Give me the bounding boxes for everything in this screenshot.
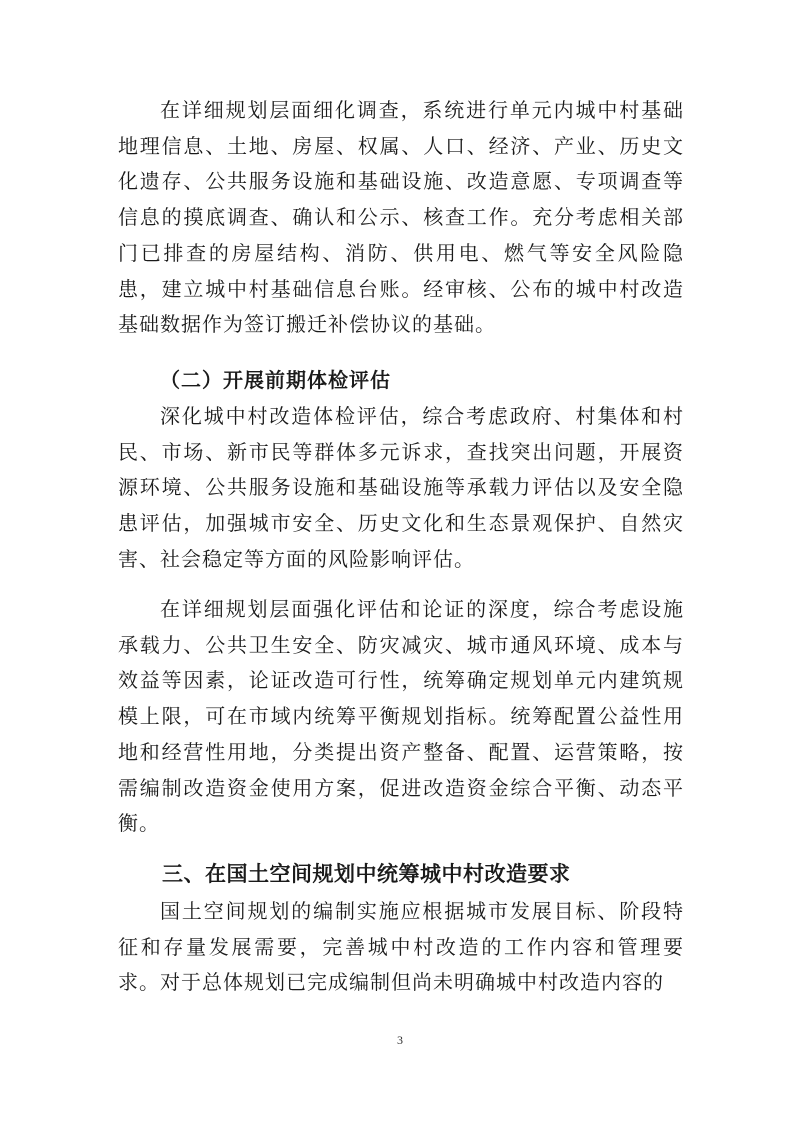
paragraph-basic-survey: 在详细规划层面细化调查，系统进行单元内城中村基础地理信息、土地、房屋、权属、人口、经济、产业、历史文化遗存、公共服务设施和基础设施、改造意愿、专项调查等信息的摸底调查、确认和公示、核查工作。充分考虑相关部门已排查的房屋结构、消防、供用电、燃气等安全风险隐患，建立城中村基础信息台账。经审核、公布的城中村改造基础数据作为签订搬迁补偿协议的基础。 [118, 98, 684, 337]
chapter-heading-spatial-planning: 三、在国土空间规划中统筹城中村改造要求 [162, 862, 571, 886]
paragraph-health-check: 深化城中村改造体检评估，综合考虑政府、村集体和村民、市场、新市民等群体多元诉求，查找突出问题，开展资源环境、公共服务设施和基础设施等承载力评估以及安全隐患评估，加强城市安全、历史文化和生态景观保护、自然灾害、社会稳定等方面的风险影响评估。 [118, 404, 684, 571]
paragraph-detailed-planning: 在详细规划层面强化评估和论证的深度，综合考虑设施承载力、公共卫生安全、防灾减灾、城市通风环境、成本与效益等因素，论证改造可行性，统筹确定规划单元内建筑规模上限，可在市域内统筹平衡规划指标。统筹配置公益性用地和经营性用地，分类提出资产整备、配置、运营策略，按需编制改造资金使用方案，促进改造资金综合平衡、动态平衡。 [118, 597, 684, 836]
page-number: 3 [397, 1033, 403, 1047]
section-heading-pre-assessment: （二）开展前期体检评估 [160, 368, 391, 392]
paragraph-spatial-planning: 国土空间规划的编制实施应根据城市发展目标、阶段特征和存量发展需要，完善城中村改造的工作内容和管理要求。对于总体规划已完成编制但尚未明确城中村改造内容的 [118, 899, 684, 995]
